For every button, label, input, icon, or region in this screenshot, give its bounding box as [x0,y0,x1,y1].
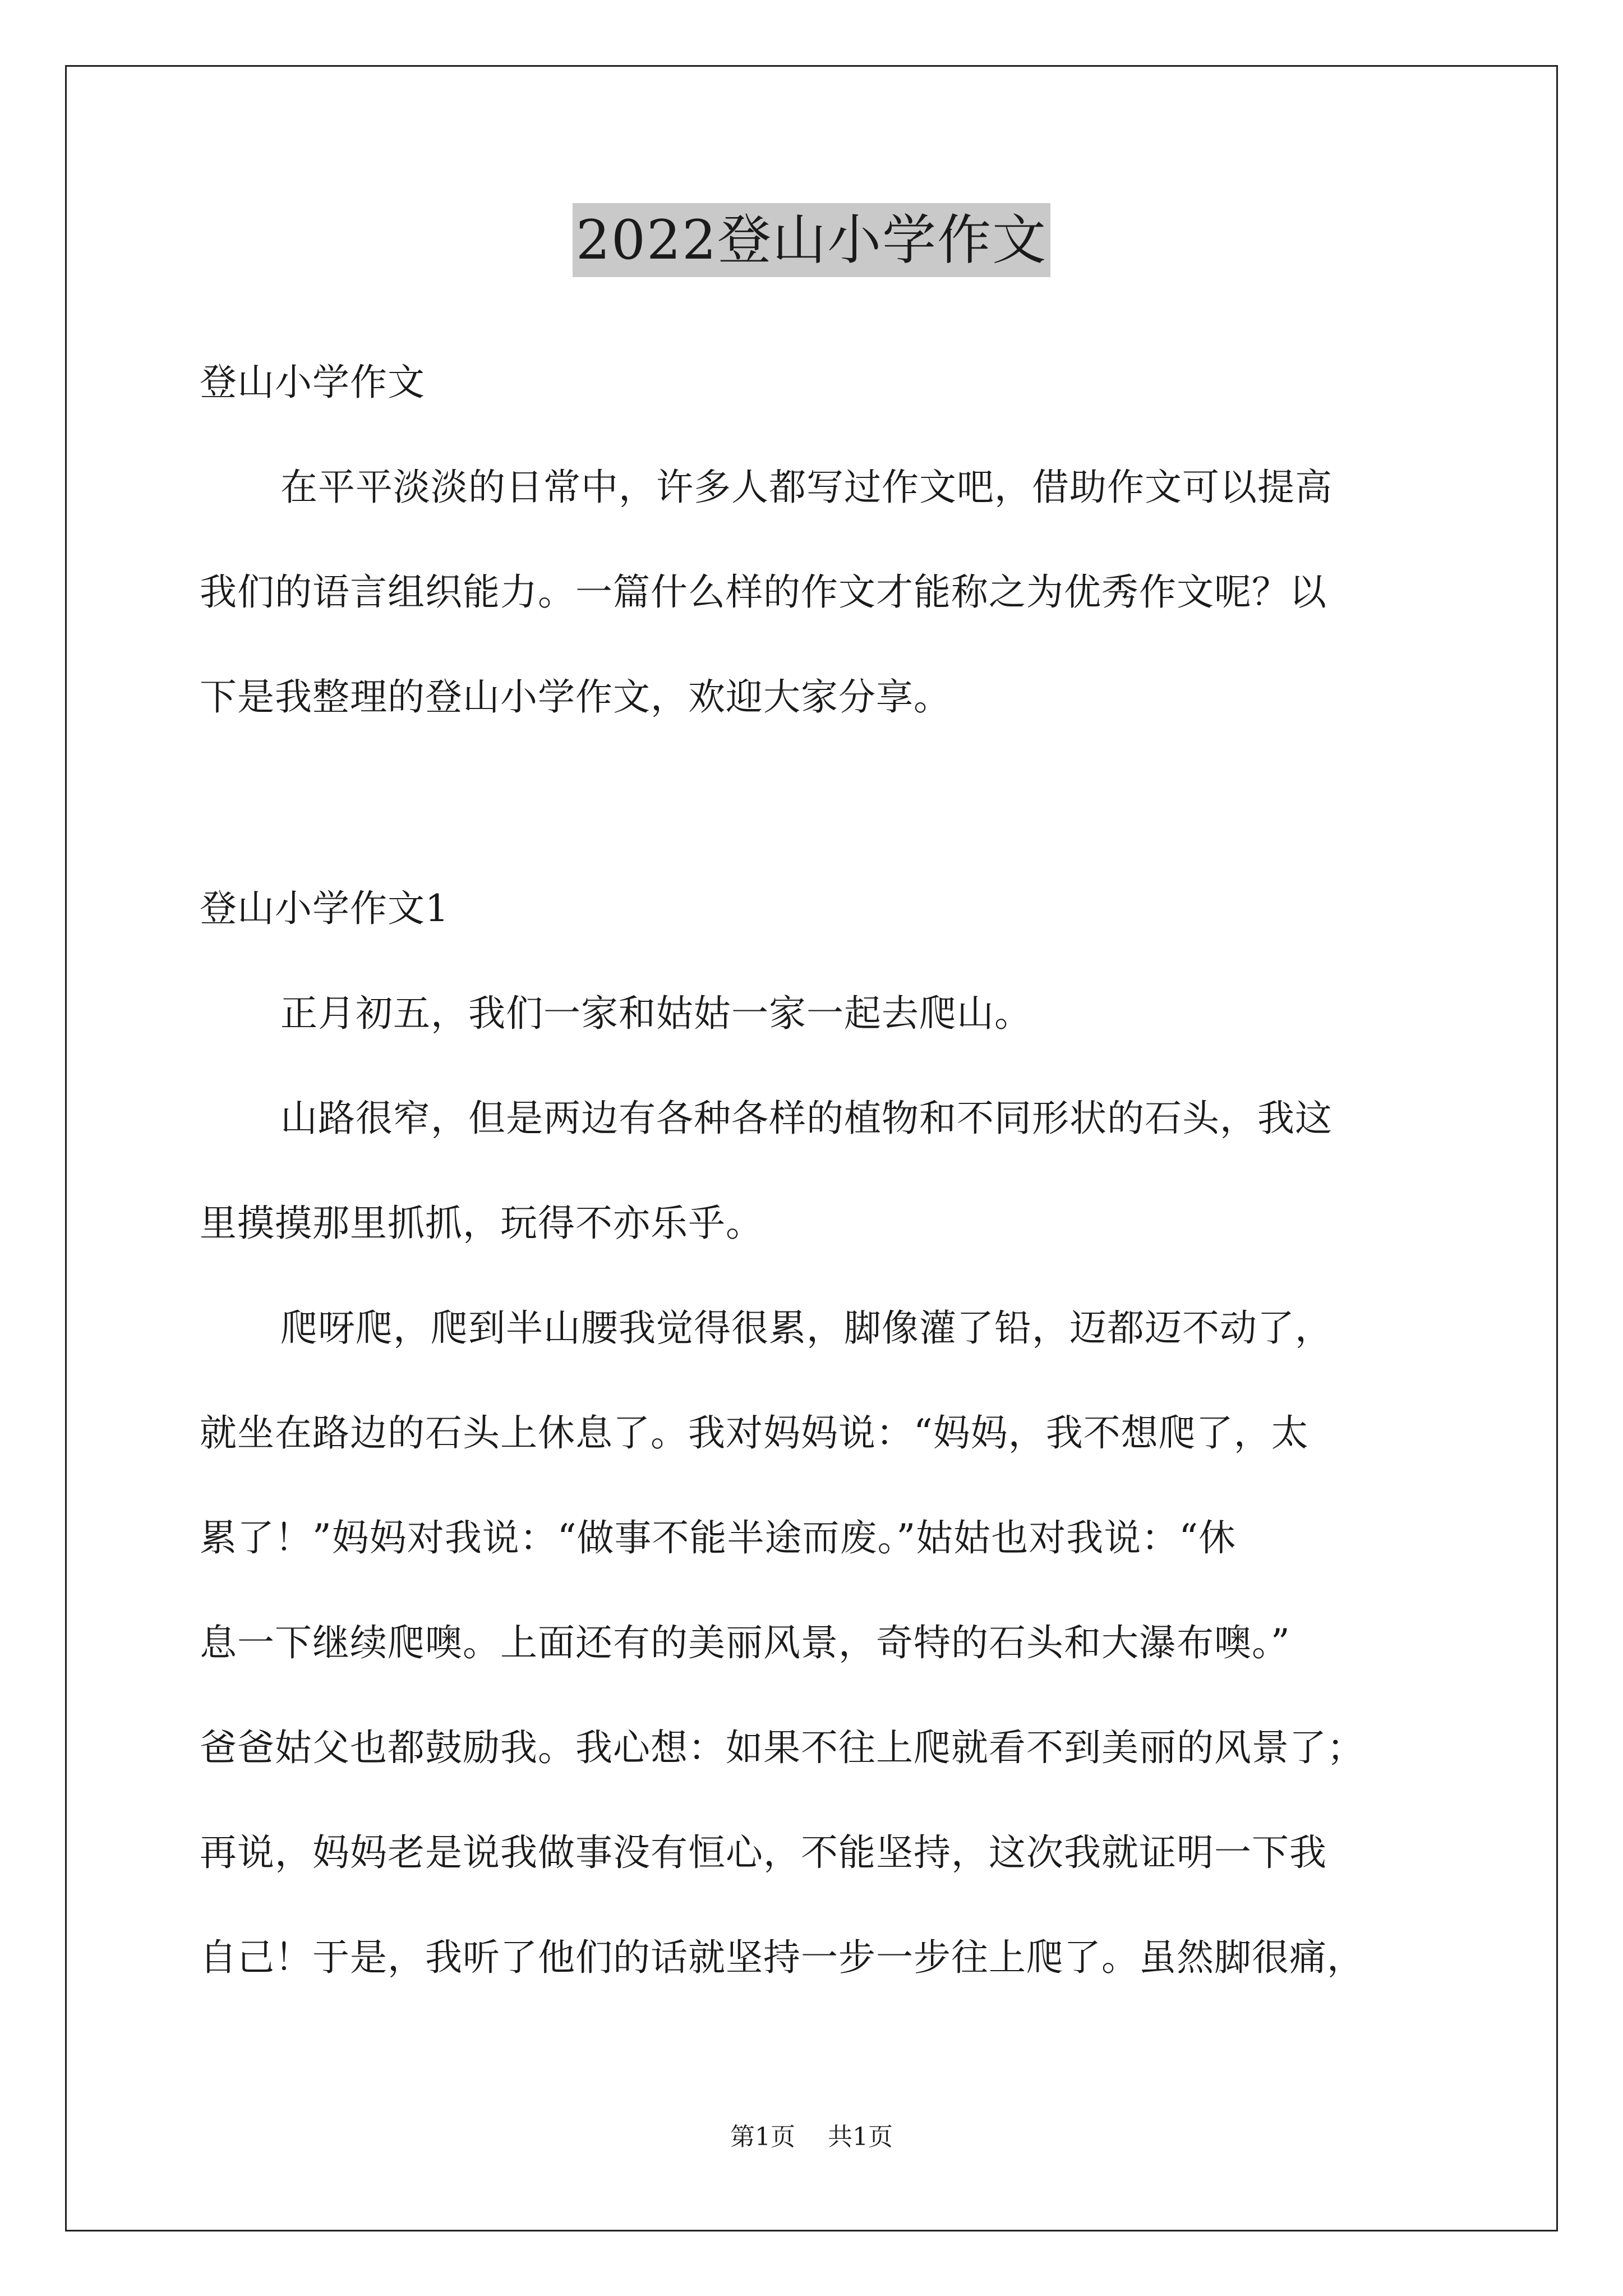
paragraph-line: 再说，妈妈老是说我做事没有恒心，不能坚持，这次我就证明一下我 [200,1831,1327,1874]
paragraph-line: 自己！于是，我听了他们的话就坚持一步一步往上爬了。虽然脚很痛， [200,1936,1364,1979]
document-title [0,203,1623,277]
paragraph-line: 我们的语言组织能力。一篇什么样的作文才能称之为优秀作文呢？以 [200,570,1327,614]
paragraph-line: 下是我整理的登山小学作文，欢迎大家分享。 [200,675,951,719]
document-title-text: 2022登山小学作文 [573,203,1050,277]
paragraph-line: 里摸摸那里抓抓，玩得不亦乐乎。 [200,1202,763,1245]
page-number: 第1页 [730,2123,795,2151]
paragraph-line: 山路很窄，但是两边有各种各样的植物和不同形状的石头，我这 [280,1097,1332,1140]
paragraph-line: 累了！”妈妈对我说：“做事不能半途而废。”姑姑也对我说：“休 [200,1516,1236,1559]
paragraph-line: 就坐在路边的石头上休息了。我对妈妈说：“妈妈，我不想爬了，太 [200,1411,1309,1455]
page-footer [0,2120,1623,2154]
paragraph-line: 爬呀爬，爬到半山腰我觉得很累，脚像灌了铅，迈都迈不动了， [280,1306,1332,1350]
total-pages: 共1页 [828,2123,893,2151]
section-heading: 登山小学作文1 [200,887,449,930]
paragraph-line: 正月初五，我们一家和姑姑一家一起去爬山。 [280,992,1032,1035]
paragraph-line: 爸爸姑父也都鼓励我。我心想：如果不往上爬就看不到美丽的风景了； [200,1726,1364,1769]
paragraph-line: 息一下继续爬噢。上面还有的美丽风景，奇特的石头和大瀑布噢。” [200,1621,1290,1664]
subtitle-line: 登山小学作文 [200,361,425,404]
paragraph-line: 在平平淡淡的日常中，许多人都写过作文吧，借助作文可以提高 [280,466,1332,509]
